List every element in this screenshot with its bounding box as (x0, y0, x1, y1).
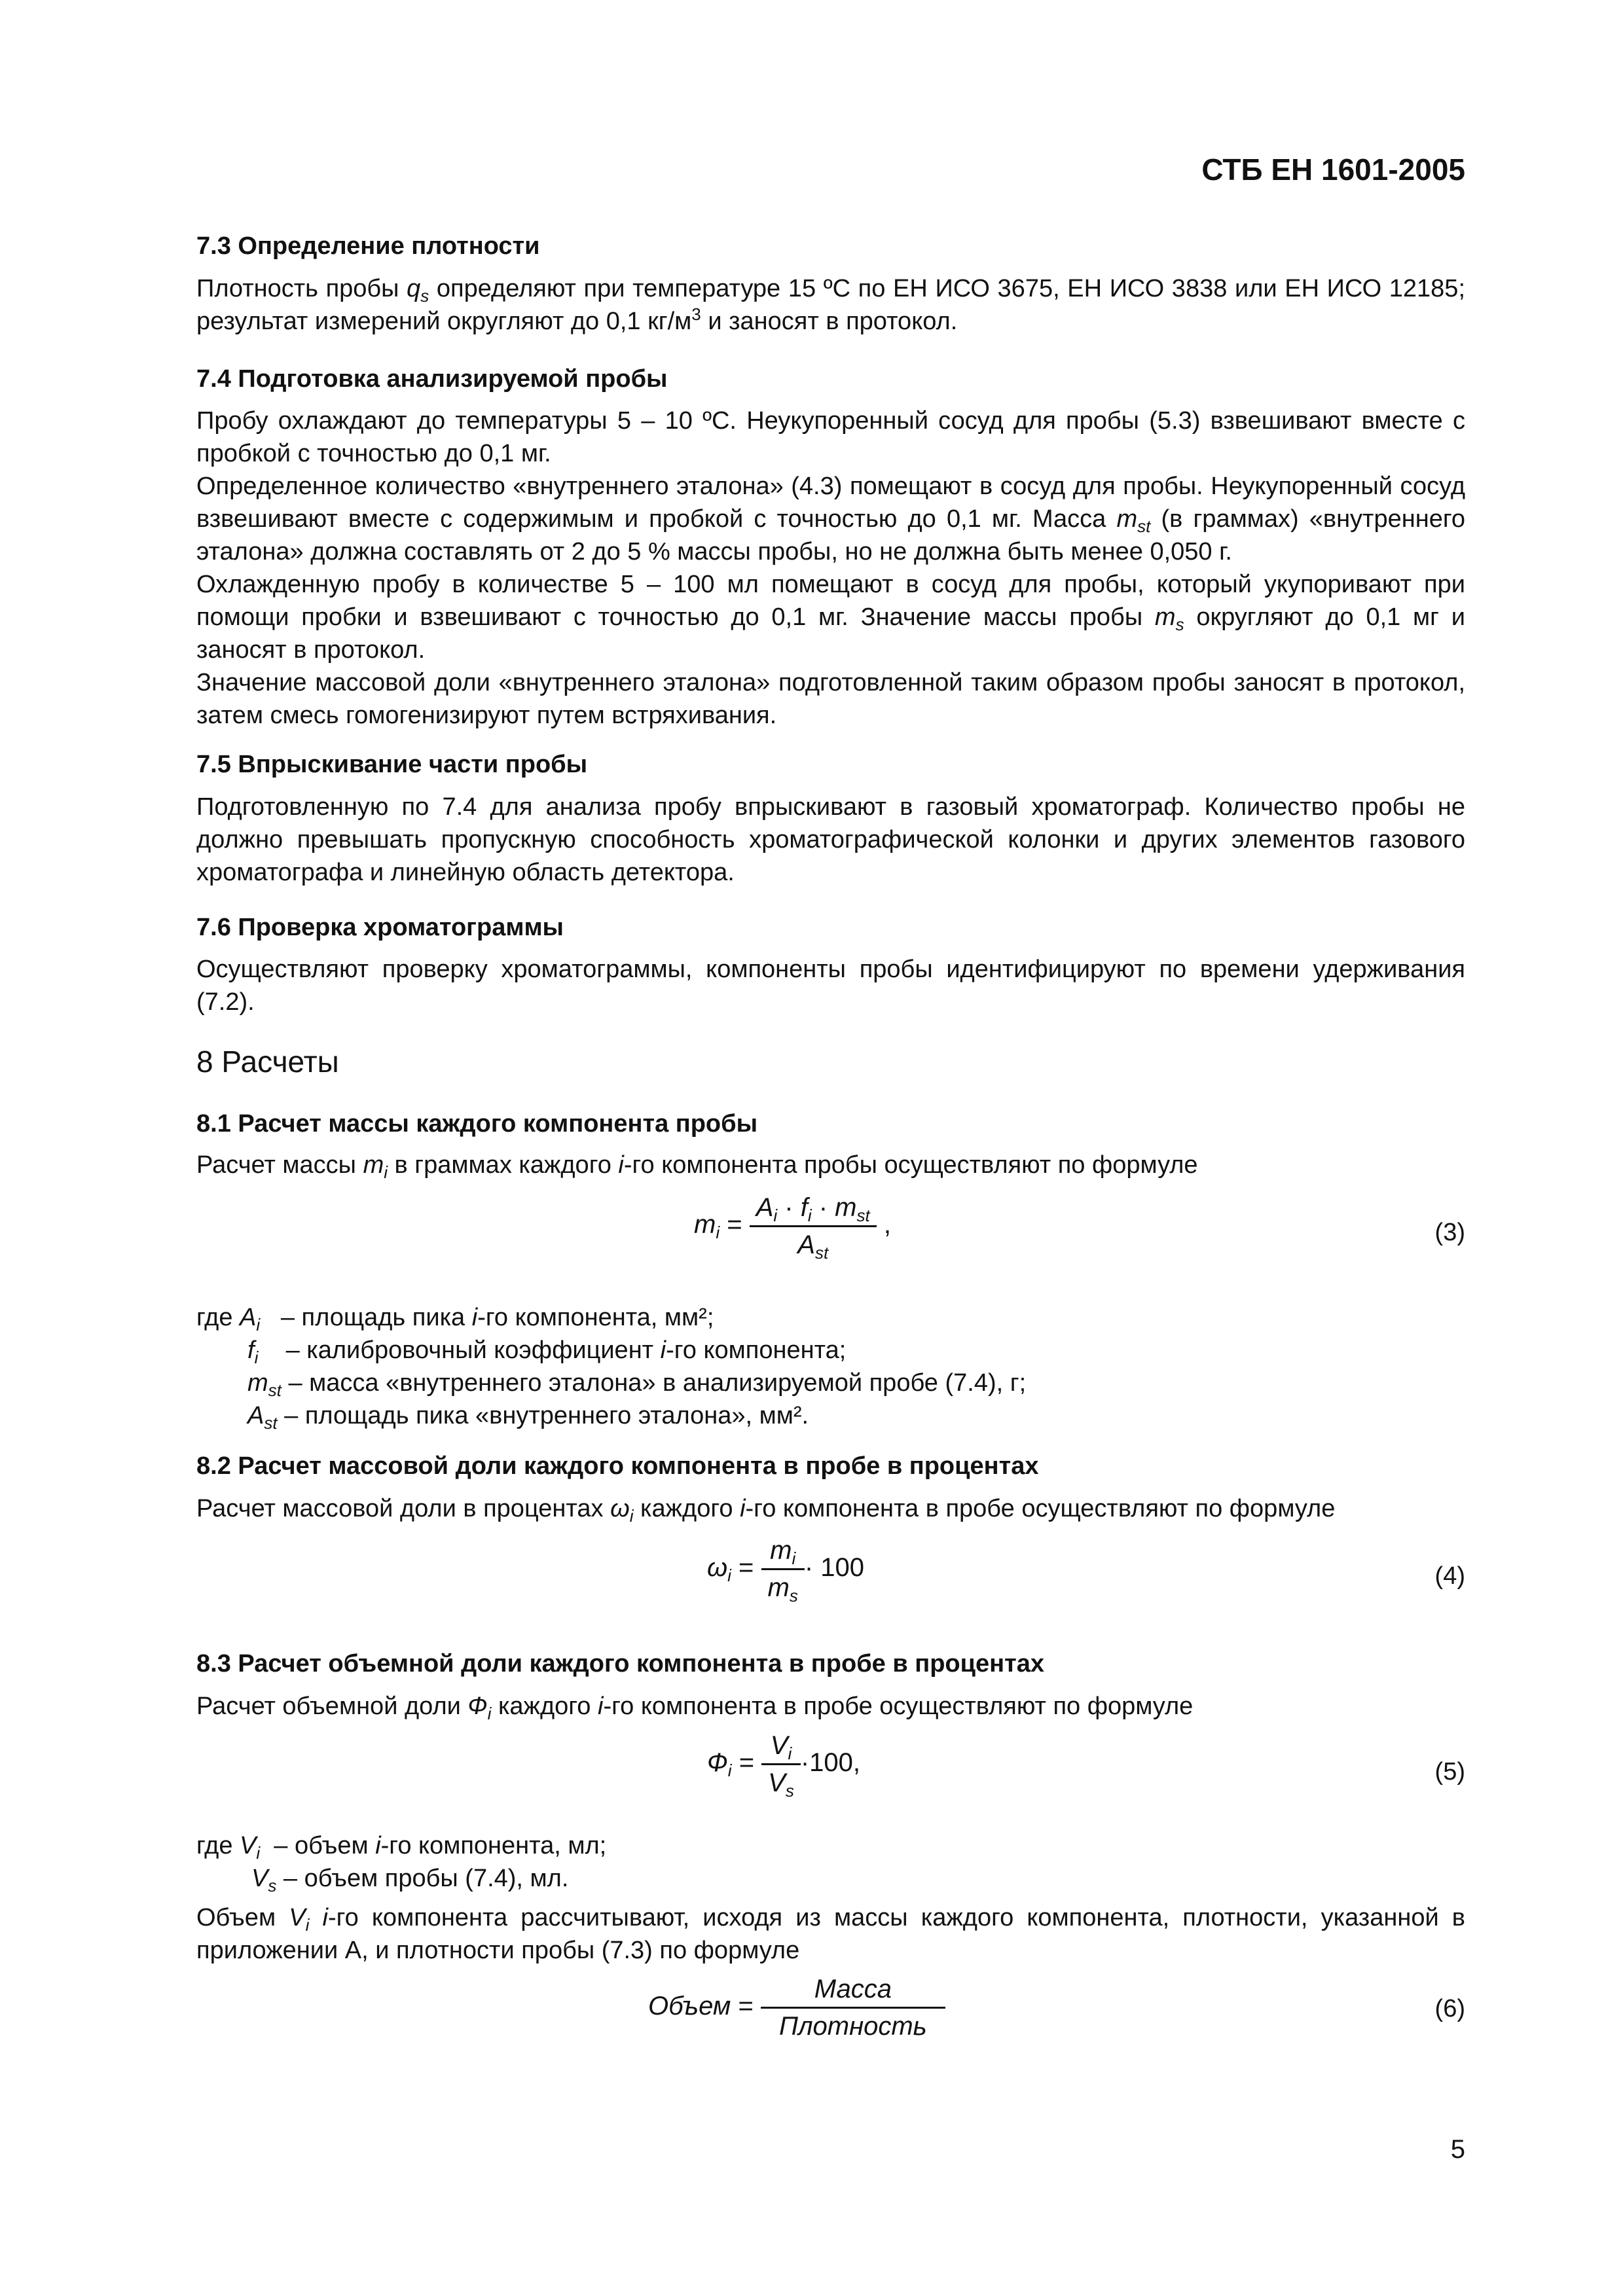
section-7-6-body: Осуществляют проверку хроматограммы, компоненты пробы идентифицируют по времени удерживания (7.2). (196, 956, 1465, 1016)
section-7-4-title: 7.4 Подготовка анализируемой пробы (196, 365, 668, 393)
section-8-3-intro: Расчет объемной доли $Ф_i$ каждого i-го компонента в пробе осуществляют по формуле (196, 1693, 1194, 1723)
section-8-2-intro: Расчет массовой доли в процентах $\omega_i$ каждого i-го компонента в пробе осуществляют по формуле (196, 1495, 1336, 1526)
formula-4: $\omega_i$ = $\frac{m_i}{m_s}$ · 100 (707, 1533, 864, 1605)
equation-number-3: (3) (1434, 1219, 1465, 1246)
paragraph: Пробу охлаждают до температуры 5 – 10 ºС. Неукупоренный сосуд для пробы (5.3) взвешивают вместе с пробкой с точностью до 0,1 мг. (196, 407, 1465, 467)
paragraph: Охлажденную пробу в количестве 5 – 100 мл помещают в сосуд для пробы, который укупоривают при помощи пробки и взвешивают с точностью до 0,1 мг. Значение массы пробы $m_s$ округляют до 0,1 мг и заносят в протокол. (196, 571, 1465, 664)
formula-5: $Ф_i$ = $\frac{V_i}{V_s}$ ·100, (707, 1728, 860, 1801)
section-7-5-body: Подготовленную по 7.4 для анализа пробу впрыскивают в газовый хроматограф. Количество пробы не должно превышать пропускную способность хроматографической колонки и других элементов газового хроматографа и линейную область детектора. (196, 793, 1465, 886)
paragraph: Определенное количество «внутреннего эталона» (4.3) помещают в сосуд для пробы. Неукупоренный сосуд взвешивают вместе с содержимым и пробкой с точностью до 0,1 мг. Масса $m_{st}$ (в граммах) «внутреннего эталона» должна составлять от 2 до 5 % массы пробы, но не должна быть менее 0,050 г. (196, 473, 1465, 565)
section-7-6-title: 7.6 Проверка хроматограммы (196, 914, 564, 941)
legend-8-1: где $A_i$ – площадь пика i-го компонента, мм²; $f_i$ – калибровочный коэффициент i-го компонента; $m_{st}$ – масса «внутреннего эталона» в анализируемой пробе (7.4), г; $A_{st}$ – площадь пика «внутреннего эталона», мм². (196, 1304, 1027, 1433)
legend-8-3: где $V_i$ – объем i-го компонента, мл; $V_s$ – объем пробы (7.4), мл. (196, 1832, 607, 1895)
section-8-1-title: 8.1 Расчет массы каждого компонента пробы (196, 1110, 758, 1138)
paragraph: Значение массовой доли «внутреннего эталона» подготовленной таким образом пробы заносят в протокол, затем смесь гомогенизируют путем встряхивания. (196, 669, 1465, 729)
equation-number-6: (6) (1434, 1995, 1465, 2022)
section-8-3-title: 8.3 Расчет объемной доли каждого компонента в пробе в процентах (196, 1650, 1044, 1677)
equation-number-4: (4) (1434, 1562, 1465, 1590)
section-7-5-title: 7.5 Впрыскивание части пробы (196, 751, 588, 778)
section-7-3-body: Плотность пробы $q_s$ определяют при температуре 15 ºС по ЕН ИСО 3675, ЕН ИСО 3838 или ЕН ИСО 12185; результат измерений округляют до 0,1 $кг/м^3$ и заносят в протокол. (196, 275, 1465, 335)
document-code: СТБ ЕН 1601-2005 (1201, 152, 1465, 187)
formula-3: $m_i$ = $\frac{A_i \cdot f_i \cdot m_{st}}{A_{st}}$ , (694, 1190, 891, 1263)
equation-number-5: (5) (1434, 1758, 1465, 1785)
section-8-2-title: 8.2 Расчет массовой доли каждого компонента в пробе в процентах (196, 1452, 1039, 1480)
page-number: 5 (1450, 2135, 1465, 2164)
section-8-1-intro: Расчет массы $m_i$ в граммах каждого i-го компонента пробы осуществляют по формуле (196, 1151, 1198, 1182)
formula-6: Объем = $\frac{\text{Масса}}{\text{Плотность}}$ (648, 1971, 945, 2044)
section-7-3-title: 7.3 Определение плотности (196, 232, 540, 260)
section-8-3-volume-paragraph: Объем $V_i$ i-го компонента рассчитывают, исходя из массы каждого компонента, плотности, указанной в приложении А, и плотности пробы (7.3) по формуле (196, 1904, 1465, 1964)
section-8-title: 8 Расчеты (196, 1045, 339, 1079)
section-7-4-body (196, 404, 1465, 732)
